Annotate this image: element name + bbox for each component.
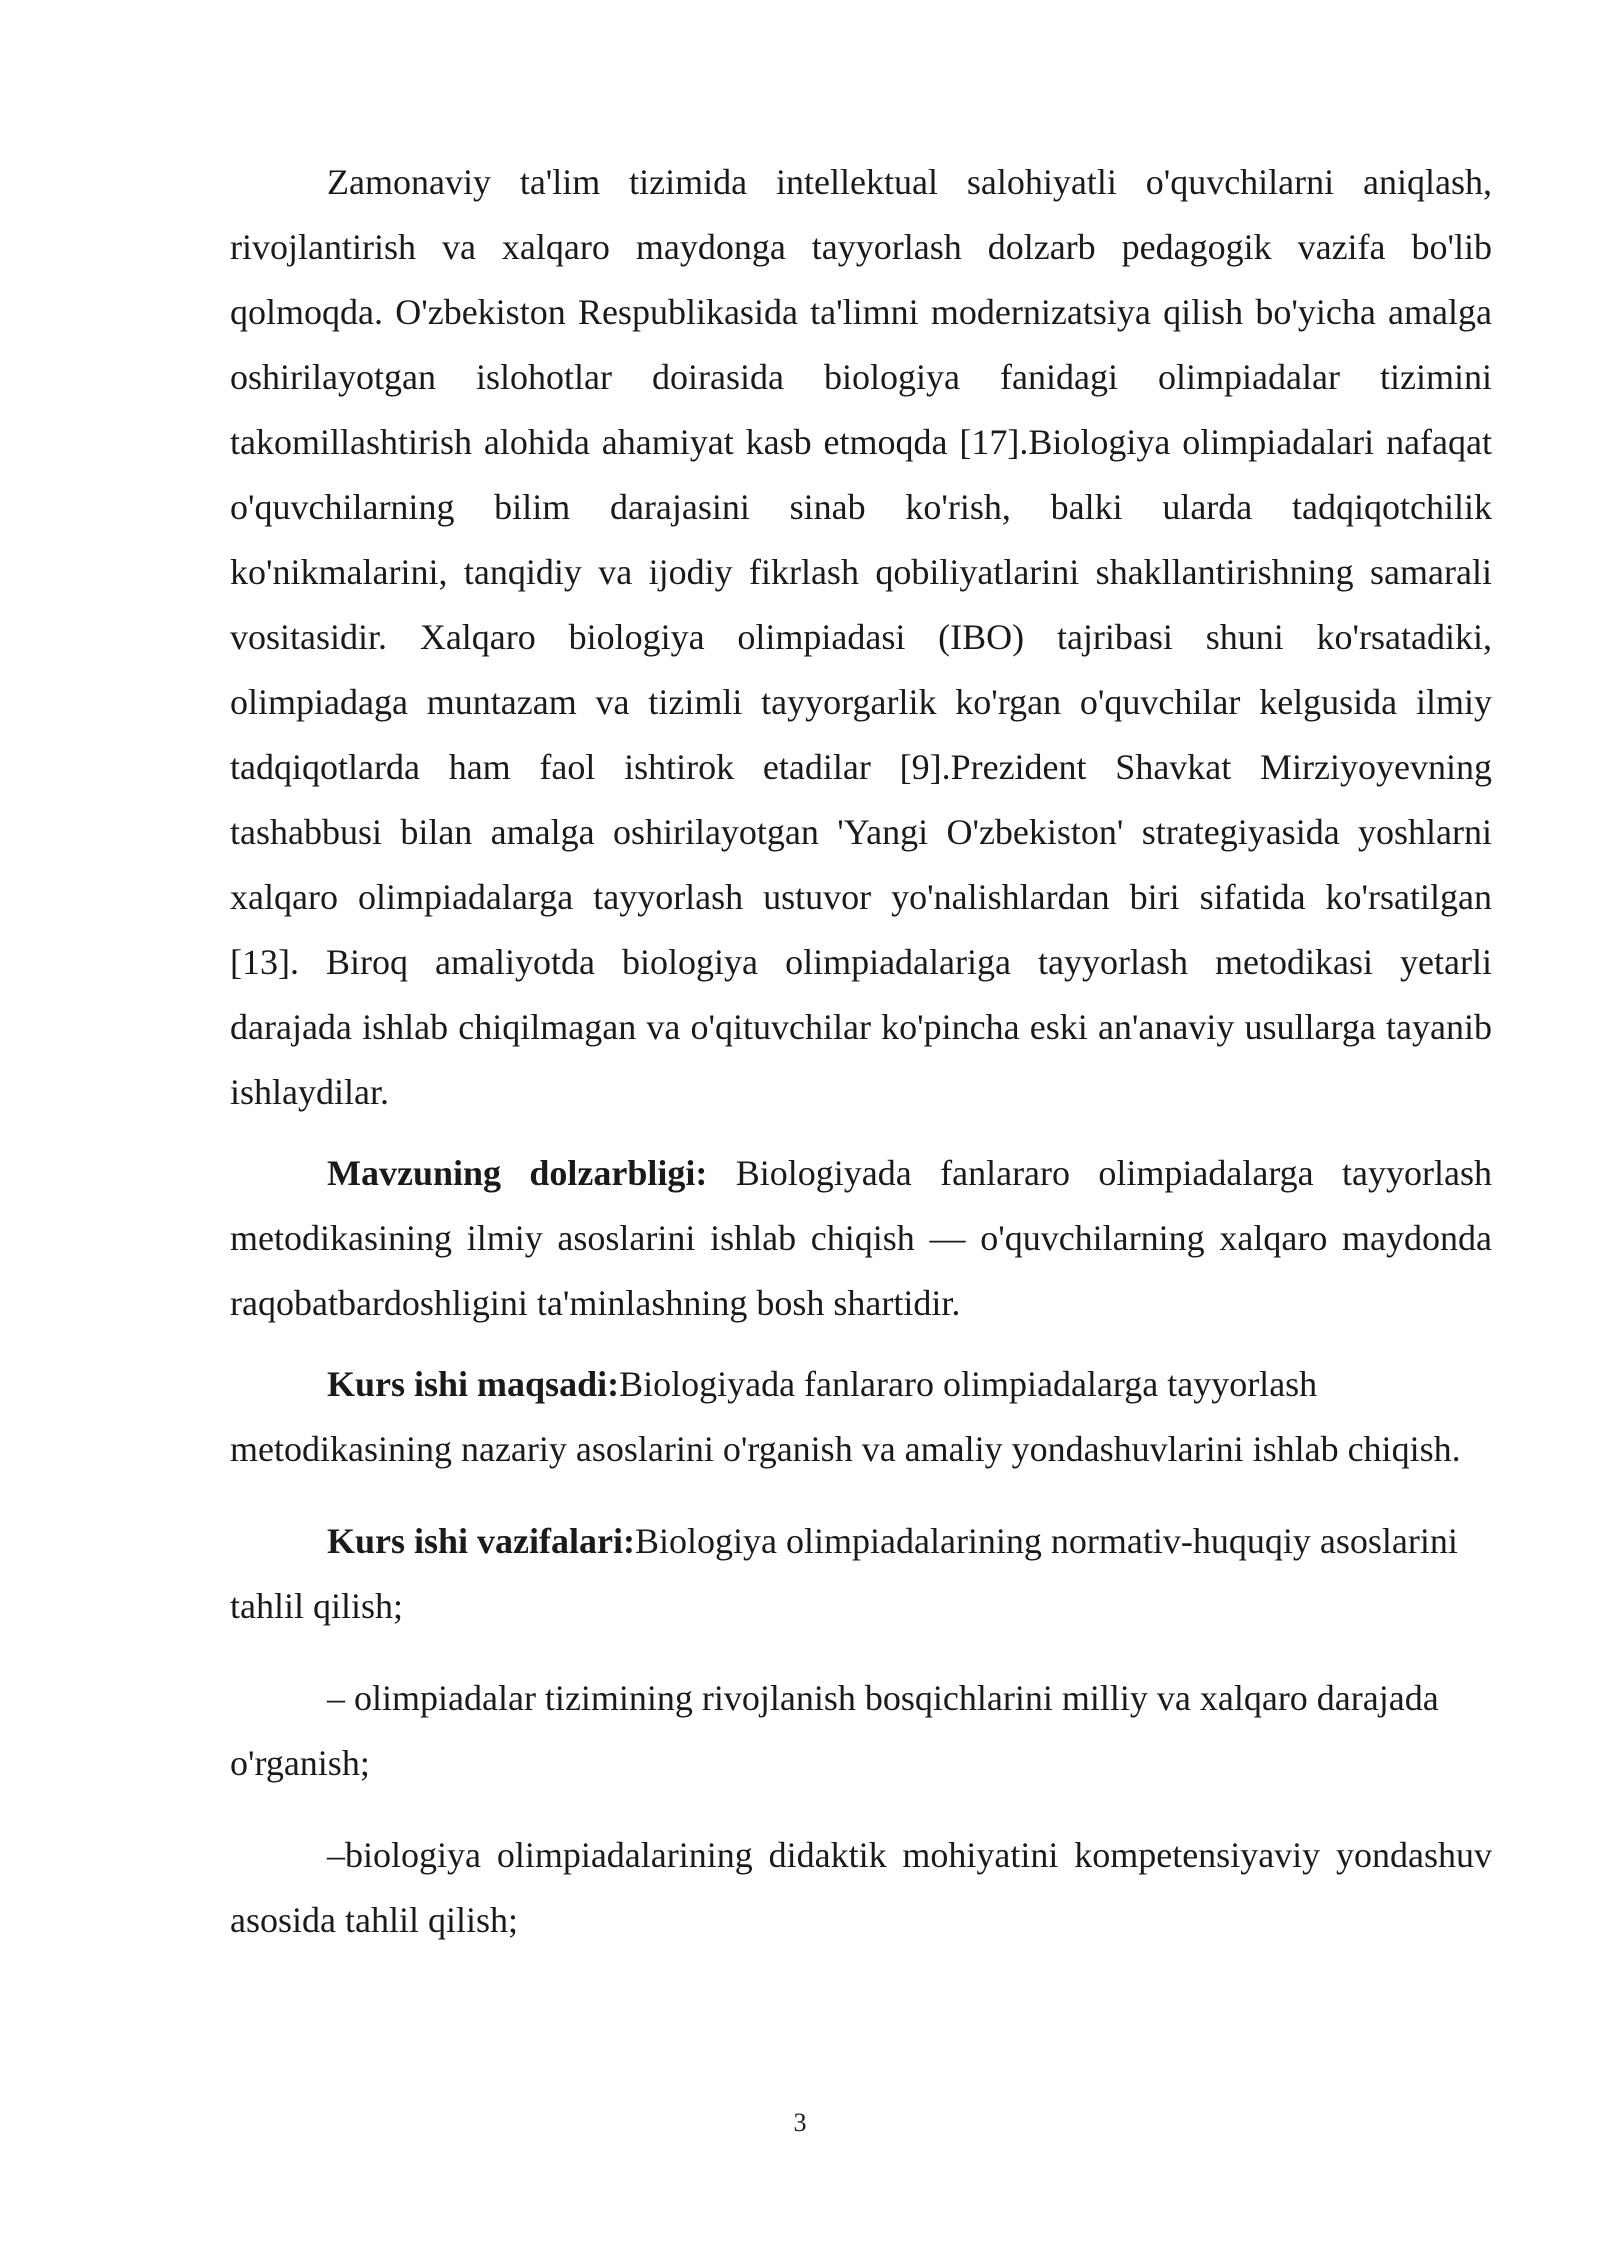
goal-text: Biologiyada fanlararo olimpiadalarga tayyorlash metodikasining nazariy asoslarini o'rganish va amaliy yondashuvlarini ishlab chiqish. — [230, 1364, 1461, 1469]
tasks-text: Biologiya olimpiadalarining normativ-huquqiy asoslarini tahlil qilish; — [230, 1521, 1458, 1626]
task-list-item: – olimpiadalar tizimining rivojlanish bosqichlarini milliy va xalqaro darajada o'rganish; — [230, 1678, 1439, 1783]
tasks-paragraph — [230, 1509, 1492, 1639]
intro-paragraph: Zamonaviy ta'lim tizimida intellektual salohiyatli o'quvchilarni aniqlash, rivojlantirish va xalqaro maydonga tayyorlash dolzarb pedagogik vazifa bo'lib qolmoqda. O'zbekiston Respublikasida ta'limni modernizatsiya qilish bo'yicha amalga oshirilayotgan islohotlar doirasida biologiya fanidagi olimpiadalar tizimini takomillashtirish alohida ahamiyat kasb etmoqda [17].Biologiya olimpiadalari nafaqat o'quvchilarning bilim darajasini sinab ko'rish, balki ularda tadqiqotchilik ko'nikmalarini, tanqidiy va ijodiy fikrlash qobiliyatlarini shakllantirishning samarali vositasidir. Xalqaro biologiya olimpiadasi (IBO) tajribasi shuni ko'rsatadiki, olimpiadaga muntazam va tizimli tayyorgarlik ko'rgan o'quvchilar kelgusida ilmiy tadqiqotlarda ham faol ishtirok etadilar [9].Prezident Shavkat Mirziyoyevning tashabbusi bilan amalga oshirilayotgan 'Yangi O'zbekiston' strategiyasida yoshlarni xalqaro olimpiadalarga tayyorlash ustuvor yo'nalishlardan biri sifatida ko'rsatilgan [13]. Biroq amaliyotda biologiya olimpiadalariga tayyorlash metodikasi yetarli darajada ishlab chiqilmagan va o'qituvchilar ko'pincha eski an'anaviy usullarga tayanib ishlaydilar. — [230, 162, 1492, 1112]
relevance-label: Mavzuning dolzarbligi: — [327, 1153, 708, 1193]
task-list-item: –biologiya olimpiadalarining didaktik mohiyatini kompetensiyaviy yondashuv asosida tahlil qilish; — [230, 1835, 1492, 1940]
document-page — [230, 150, 1492, 1953]
relevance-paragraph — [230, 1141, 1492, 1336]
relevance-text: Biologiyada fanlararo olimpiadalarga tayyorlash metodikasining ilmiy asoslarini ishlab chiqish — o'quvchilarning xalqaro maydonda raqobatbardoshligini ta'minlashning bosh shartidir. — [230, 1153, 1492, 1323]
page-number: 3 — [793, 2108, 807, 2137]
goal-label: Kurs ishi maqsadi: — [327, 1364, 620, 1404]
tasks-label: Kurs ishi vazifalari: — [327, 1521, 635, 1561]
goal-paragraph — [230, 1352, 1492, 1482]
